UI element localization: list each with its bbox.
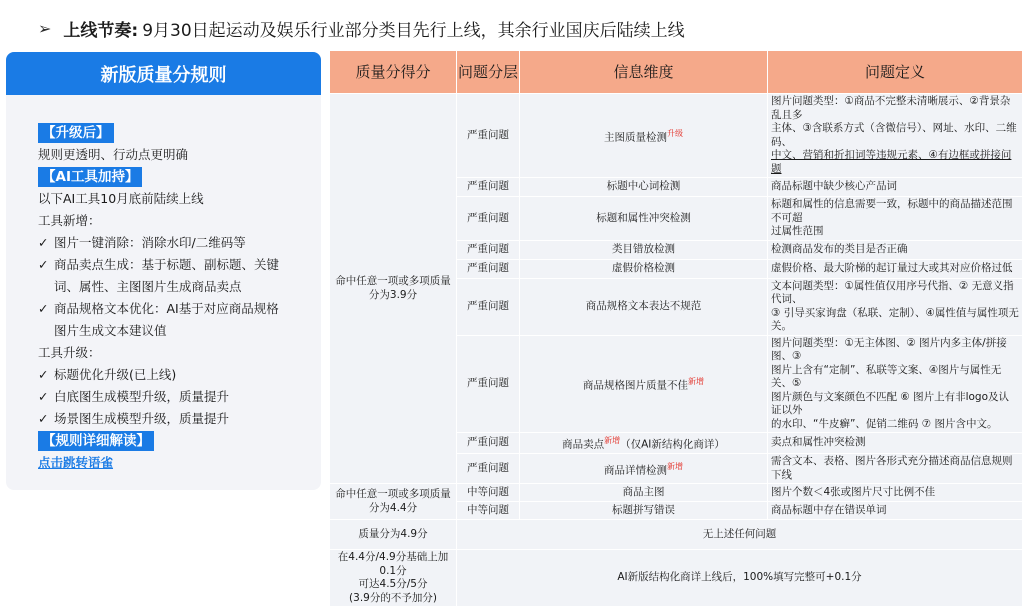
- definition: 图片问题类型：①商品不完整未清晰展示、②背景杂乱且多 主体、③含联系方式（含微信号）、网址、水印、二维码、 中文、营销和折扣词等违规元素、④有边框或拼接问题: [768, 94, 1023, 178]
- severity: 严重问题: [457, 278, 520, 335]
- header-score: 质量分得分: [330, 51, 457, 94]
- header-definition: 问题定义: [768, 51, 1023, 94]
- ai-intro: 以下AI工具10月底前陆续上线: [38, 191, 204, 206]
- upgrade-tool-item: 白底图生成模型升级，质量提升: [54, 389, 230, 404]
- rollout-header: [38, 14, 685, 42]
- check-icon: ✓: [38, 257, 49, 272]
- yuque-link[interactable]: 点击跳转语雀: [38, 455, 114, 470]
- new-tool-item-cont: 图片生成文本建议值: [54, 323, 167, 338]
- definition: 文本问题类型：①属性值仅用序号代指、② 无意义指代词、 ③ 引导买家询盘（私联、定制）、④属性值与属性项无关。: [768, 278, 1023, 335]
- new-tool-item: 图片一键消除：消除水印/二维码等: [54, 235, 246, 250]
- new-tool-item: 商品卖点生成：基于标题、副标题、关键: [54, 257, 280, 272]
- dimension: 主图质量检测$^{升级}$: [520, 94, 768, 178]
- check-icon: ✓: [38, 301, 49, 316]
- header-level: 问题分层: [457, 51, 520, 94]
- dimension: 标题拼写错误: [520, 502, 768, 520]
- severity: 中等问题: [457, 484, 520, 502]
- group3-text: 无上述任何问题: [457, 520, 1023, 550]
- dimension: 虚假价格检测: [520, 259, 768, 278]
- new-tools-label: 工具新增：: [38, 213, 101, 228]
- ai-tag: 【AI工具加持】: [38, 167, 142, 187]
- dimension: 商品规格图片质量不佳$^{新增}$: [520, 335, 768, 433]
- severity: 严重问题: [457, 197, 520, 241]
- new-badge: 新增: [688, 376, 704, 386]
- new-badge: 新增: [604, 436, 621, 445]
- dimension: 商品规格文本表达不规范: [520, 278, 768, 335]
- upgraded-text: 规则更透明、行动点更明确: [38, 147, 189, 162]
- check-icon: ✓: [38, 367, 49, 382]
- header-dimension: 信息维度: [520, 51, 768, 94]
- upgrade-tools-label: 工具升级：: [38, 345, 101, 360]
- rollout-label: 上线节奏:: [63, 20, 139, 41]
- severity: 严重问题: [457, 178, 520, 197]
- definition: 图片个数＜4张或图片尺寸比例不佳: [768, 484, 1023, 502]
- dimension: 商品详情检测$^{新增}$: [520, 454, 768, 484]
- dimension: 标题中心词检测: [520, 178, 768, 197]
- new-badge: 新增: [667, 461, 683, 471]
- check-icon: ✓: [38, 235, 49, 250]
- upgrade-tool-item: 场景图生成模型升级，质量提升: [54, 411, 230, 426]
- severity: 严重问题: [457, 259, 520, 278]
- severity: 严重问题: [457, 335, 520, 433]
- arrow-icon: ➢: [38, 18, 52, 38]
- check-icon: ✓: [38, 411, 49, 426]
- dimension: 商品卖点$^{新增}$（仅AI新结构化商详）: [520, 433, 768, 454]
- severity: 严重问题: [457, 433, 520, 454]
- definition: 虚假价格、最大阶梯的起订量过大或其对应价格过低: [768, 259, 1023, 278]
- severity: 严重问题: [457, 240, 520, 259]
- group4-score: 在4.4分/4.9分基础上加 0.1分 可达4.5分/5分 (3.9分的不予加分): [330, 550, 457, 607]
- new-tool-item-cont: 词、属性、主图图片生成商品卖点: [54, 279, 242, 294]
- quality-rules-table: [329, 50, 1023, 607]
- dimension: 商品主图: [520, 484, 768, 502]
- definition: 标题和属性的信息需要一致，标题中的商品描述范围不可超 过属性范围: [768, 197, 1023, 241]
- upgrade-badge: 升级: [667, 128, 683, 138]
- definition: 图片问题类型：①无主体图、② 图片内多主体/拼接图、③ 图片上含有“定制”、私联等文案、④图片与属性无关、⑤ 图片颜色与文案颜色不匹配 ⑥ 图片上有非logo及认证以外 的水印、“牛皮癣”、促销二维码 ⑦ 图片含中文。: [768, 335, 1023, 433]
- group2-score: 命中任意一项或多项质量分为4.4分: [330, 484, 457, 520]
- dimension: 类目错放检测: [520, 240, 768, 259]
- definition: 需含文本、表格、图片各形式充分描述商品信息规则下线: [768, 454, 1023, 484]
- detail-tag: 【规则详细解读】: [38, 431, 154, 451]
- definition: 商品标题中缺少核心产品词: [768, 178, 1023, 197]
- new-tool-item: 商品规格文本优化：AI基于对应商品规格: [54, 301, 279, 316]
- severity: 严重问题: [457, 454, 520, 484]
- severity: 中等问题: [457, 502, 520, 520]
- dimension: 标题和属性冲突检测: [520, 197, 768, 241]
- panel-title: 新版质量分规则: [6, 52, 321, 95]
- definition: 商品标题中存在错误单词: [768, 502, 1023, 520]
- upgraded-tag: 【升级后】: [38, 123, 114, 143]
- upgrade-tool-item: 标题优化升级(已上线): [54, 367, 177, 382]
- group1-score: 命中任意一项或多项质量分为3.9分: [330, 94, 457, 484]
- definition: 检测商品发布的类目是否正确: [768, 240, 1023, 259]
- panel-content: [38, 122, 318, 474]
- group4-text: AI新版结构化商详上线后，100%填写完整可+0.1分: [457, 550, 1023, 607]
- severity: 严重问题: [457, 94, 520, 178]
- rollout-text: 9月30日起运动及娱乐行业部分类目先行上线，其余行业国庆后陆续上线: [142, 20, 685, 41]
- group3-score: 质量分为4.9分: [330, 520, 457, 550]
- check-icon: ✓: [38, 389, 49, 404]
- definition: 卖点和属性冲突检测: [768, 433, 1023, 454]
